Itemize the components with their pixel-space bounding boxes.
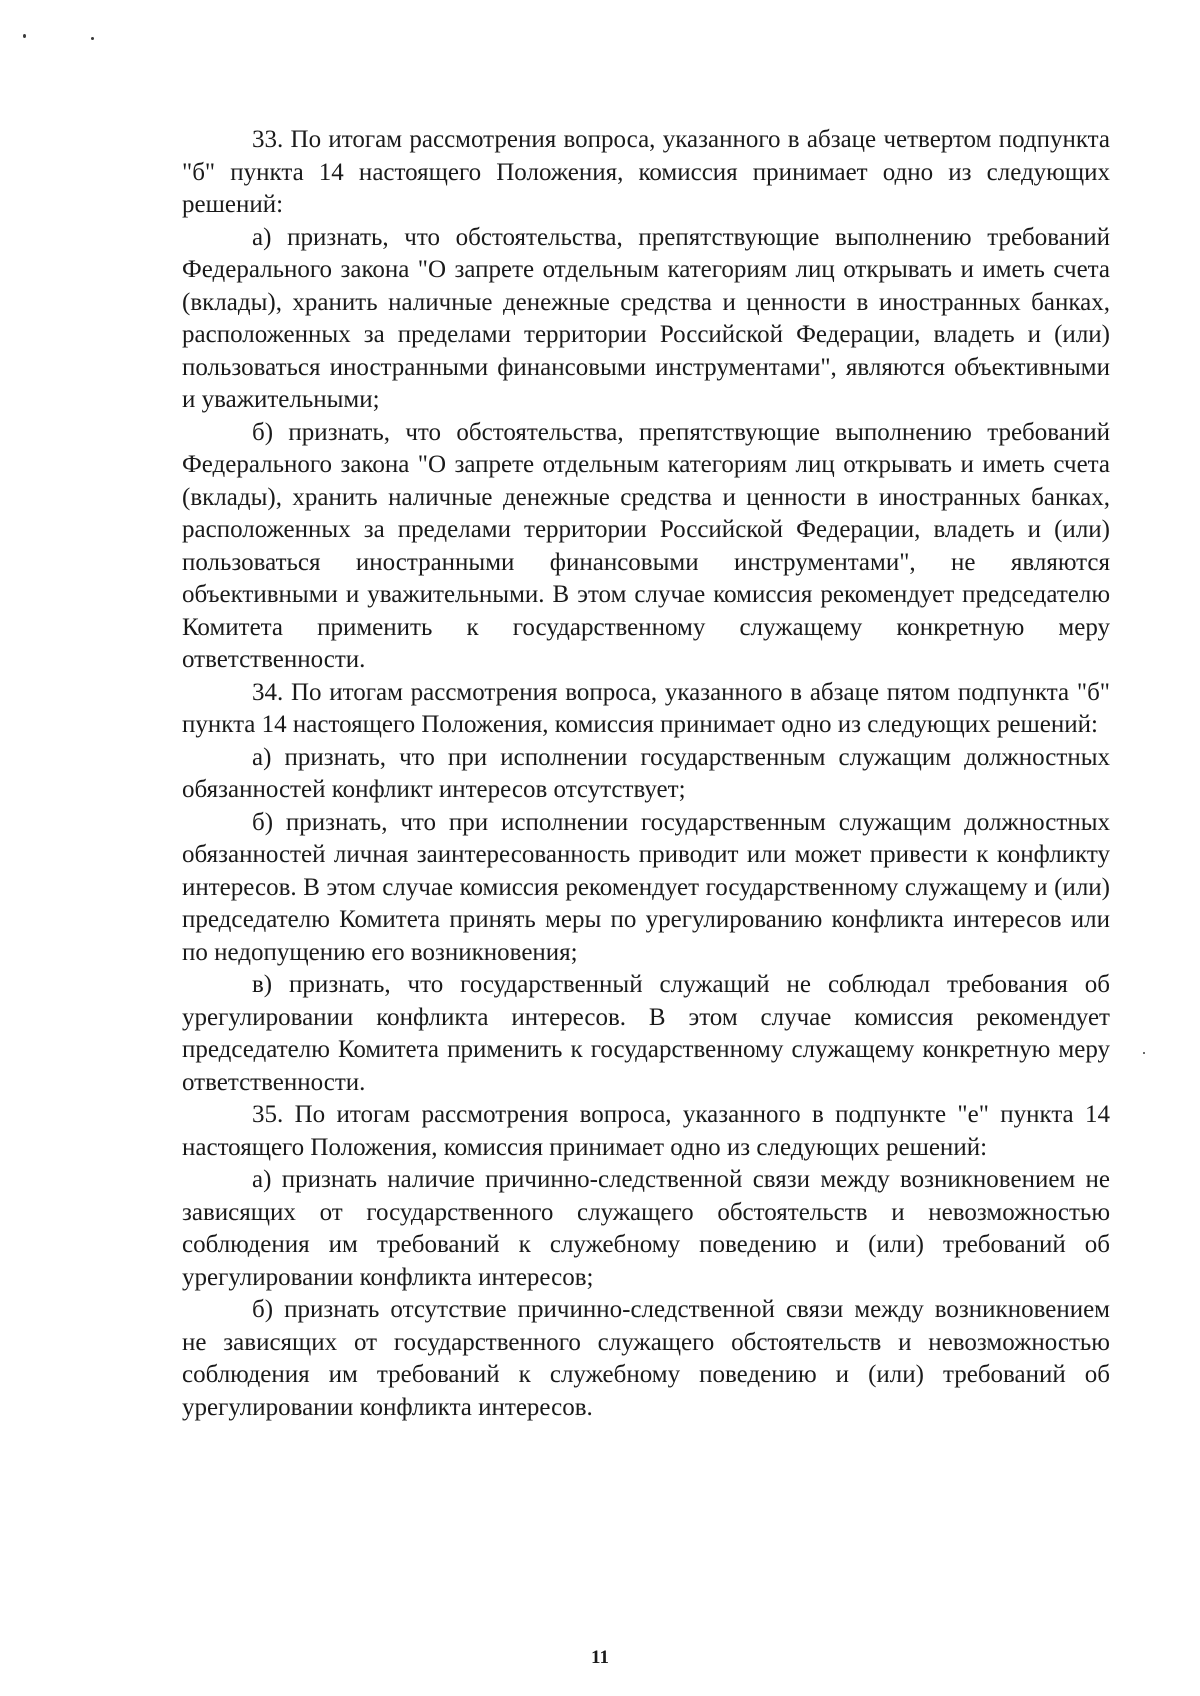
paragraph-35: 35. По итогам рассмотрения вопроса, указанного в подпункте "е" пункта 14 настоящего Положения, комиссия принимает одно из следующих решений: — [182, 1101, 1110, 1161]
scan-speck — [91, 37, 94, 40]
document-body — [182, 124, 1110, 1424]
page-number: 11 — [591, 1647, 609, 1668]
paragraph-34-b: б) признать, что при исполнении государственным служащим должностных обязанностей личная заинтересованность приводит или может привести к конфликту интересов. В этом случае комиссия рекомендует государственному служащему и (или) председателю Комитета принять меры по урегулированию конфликта интересов или по недопущению его возникновения; — [182, 808, 1110, 966]
paragraph-34-a: а) признать, что при исполнении государственным служащим должностных обязанностей конфликт интересов отсутствует; — [182, 743, 1110, 803]
paragraph-33-b: б) признать, что обстоятельства, препятствующие выполнению требований Федерального закона "О запрете отдельным категориям лиц открывать и иметь счета (вклады), хранить наличные денежные средства и ценности в иностранных банках, расположенных за пределами территории Российской Федерации, владеть и (или) пользоваться иностранными финансовыми инструментами", не являются объективными и уважительными. В этом случае комиссия рекомендует председателю Комитета применить к государственному служащему конкретную меру ответственности. — [182, 418, 1110, 673]
paragraph-35-b: б) признать отсутствие причинно-следственной связи между возникновением не зависящих от государственного служащего обстоятельств и невозможностью соблюдения им требований к служебному поведению и (или) требований об урегулировании конфликта интересов. — [182, 1296, 1110, 1421]
paragraph-35-a: а) признать наличие причинно-следственной связи между возникновением не зависящих от государственного служащего обстоятельств и невозможностью соблюдения им требований к служебному поведению и (или) требований об урегулировании конфликта интересов; — [182, 1166, 1110, 1291]
paragraph-33: 33. По итогам рассмотрения вопроса, указанного в абзаце четвертом подпункта "б" пункта 14 настоящего Положения, комиссия принимает одно из следующих решений: — [182, 126, 1110, 218]
scan-speck — [1143, 1052, 1145, 1054]
scan-speck — [23, 34, 26, 38]
paragraph-34: 34. По итогам рассмотрения вопроса, указанного в абзаце пятом подпункта "б" пункта 14 настоящего Положения, комиссия принимает одно из следующих решений: — [182, 678, 1110, 738]
paragraph-33-a: а) признать, что обстоятельства, препятствующие выполнению требований Федерального закона "О запрете отдельным категориям лиц открывать и иметь счета (вклады), хранить наличные денежные средства и ценности в иностранных банках, расположенных за пределами территории Российской Федерации, владеть и (или) пользоваться иностранными финансовыми инструментами", являются объективными и уважительными; — [182, 223, 1110, 413]
paragraph-34-v: в) признать, что государственный служащий не соблюдал требования об урегулировании конфликта интересов. В этом случае комиссия рекомендует председателю Комитета применить к государственному служащему конкретную меру ответственности. — [182, 971, 1110, 1096]
